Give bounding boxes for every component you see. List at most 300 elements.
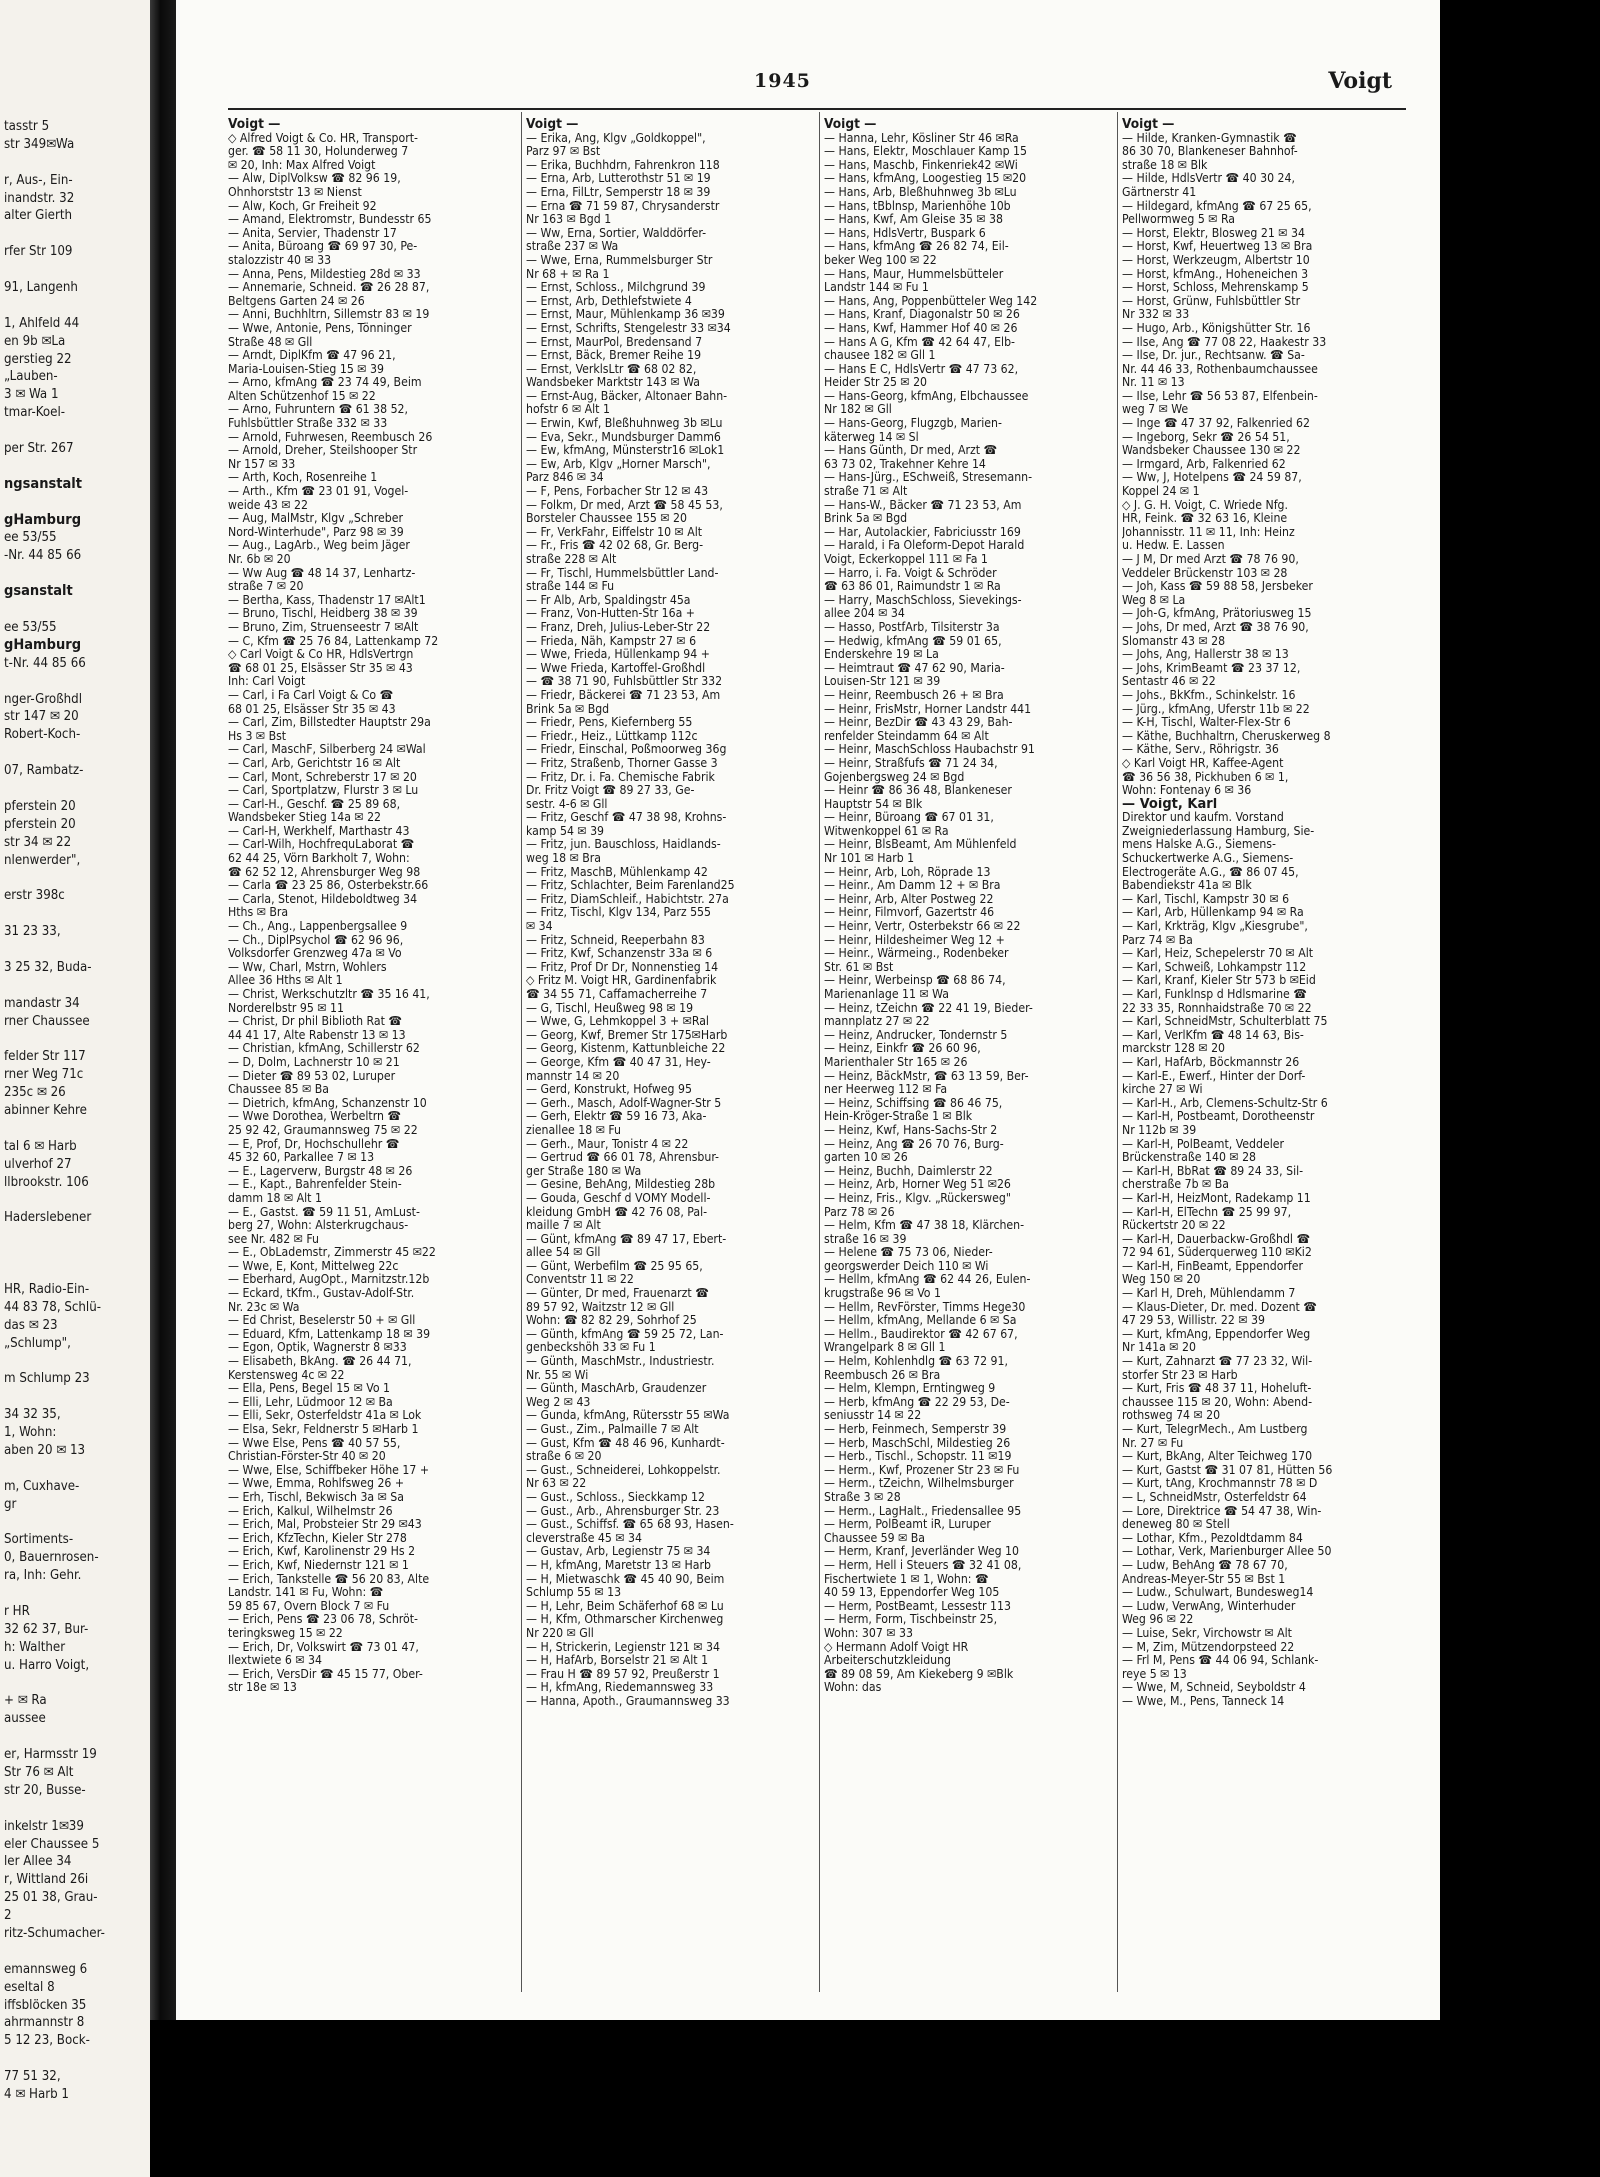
directory-entry-line: — Wwe, Erna, Rummelsburger Str <box>526 253 713 267</box>
directory-entry-line: — Ilse, Ang ☎ 77 08 22, Haakestr 33 <box>1122 335 1327 349</box>
directory-entry-line: — Heinr, Filmvorf, Gazertstr 46 <box>824 906 995 920</box>
fragment-line: Haderslebener <box>4 1210 92 1226</box>
directory-entry-line: — Hans, Kranf, Diagonalstr 50 ✉ 26 <box>824 308 1020 322</box>
directory-entry-line: — Elsa, Sekr, Feldnerstr 5 ✉Harb 1 <box>228 1423 419 1436</box>
directory-entry-line: 47 29 53, Willistr. 22 ✉ 39 <box>1122 1314 1265 1328</box>
directory-entry-line: Veddeler Brückenstr 103 ✉ 28 <box>1122 566 1288 580</box>
directory-entry-line: Parz 97 ✉ Bst <box>526 145 601 159</box>
directory-entry-line: Fischertwiete 1 ✉ 1, Wohn: ☎ <box>824 1572 989 1586</box>
fragment-line: aussee <box>4 1711 46 1727</box>
directory-entry-line: — Carla, Stenot, Hildeboldtweg 34 <box>228 892 418 906</box>
directory-entry-line: — F, Pens, Forbacher Str 12 ✉ 43 <box>526 485 709 499</box>
directory-entry-line: — Herb, kfmAng ☎ 22 29 53, De- <box>824 1395 1010 1409</box>
directory-entry-line: — Heinr., Am Damm 12 + ✉ Bra <box>824 879 1001 893</box>
directory-entry-line: — Johs., BkKfm., Schinkelstr. 16 <box>1122 688 1296 702</box>
directory-entry-line: — Ludw, VerwAng, Winterhuder <box>1122 1599 1296 1613</box>
directory-entry-line: Weg 2 ✉ 43 <box>526 1395 591 1409</box>
directory-entry-line: deneweg 80 ✉ Stell <box>1122 1518 1230 1532</box>
directory-entry-line: Beltgens Garten 24 ✉ 26 <box>228 294 365 308</box>
directory-entry-line: — M, Zim, Mützendorpsteed 22 <box>1122 1640 1295 1654</box>
page-number: 1945 <box>754 70 811 92</box>
directory-entry-line: kirche 27 ✉ Wi <box>1122 1083 1203 1097</box>
directory-entry-line: — Fr., Fris ☎ 42 02 68, Gr. Berg- <box>526 539 704 553</box>
directory-entry-line: Voigt, Eckerkoppel 111 ✉ Fa 1 <box>824 553 988 566</box>
directory-entry-line: — Hans, Maschb, Finkenriek42 ✉Wi <box>824 158 1018 172</box>
directory-entry-line: — Luise, Sekr, Virchowstr ✉ Alt <box>1122 1626 1292 1640</box>
directory-entry-line: — Erich, Pens ☎ 23 06 78, Schröt- <box>228 1613 418 1627</box>
directory-entry-line: — Frl M, Pens ☎ 44 06 94, Schlank- <box>1122 1654 1319 1668</box>
directory-entry-line: — Ilse, Lehr ☎ 56 53 87, Elfenbein- <box>1122 389 1318 403</box>
directory-entry-line: — Hans, Maur, Hummelsbütteler <box>824 267 1004 281</box>
directory-entry-line: — Käthe, Serv., Röhrigstr. 36 <box>1122 743 1279 757</box>
directory-entry-line: — Arnold, Dreher, Steilshooper Str <box>228 444 418 458</box>
directory-entry-line: — H, Lehr, Beim Schäferhof 68 ✉ Lu <box>526 1599 724 1613</box>
directory-entry-line: — Anna, Pens, Mildestieg 28d ✉ 33 <box>228 267 421 281</box>
directory-entry-line: — Günt, kfmAng ☎ 89 47 17, Ebert- <box>526 1232 727 1246</box>
directory-entry-line: storfer Str 23 ✉ Harb <box>1122 1368 1238 1382</box>
fragment-line: llbrookstr. 106 <box>4 1174 89 1190</box>
directory-entry-line: Nr. 44 46 33, Rothenbaumchaussee <box>1122 362 1318 376</box>
directory-entry-line: Straße 3 ✉ 28 <box>824 1490 901 1504</box>
directory-entry-line: — Eckard, tKfm., Gustav-Adolf-Str. <box>228 1287 415 1301</box>
directory-entry-line: — Karl, Tischl, Kampstr 30 ✉ 6 <box>1122 892 1290 906</box>
directory-entry-line: — H, kfmAng, Riedemannsweg 33 <box>526 1681 714 1695</box>
directory-entry-line: 72 94 61, Süderquerweg 110 ✉Ki2 <box>1122 1246 1312 1260</box>
directory-entry-line: — Erika, Buchhdrn, Fahrenkron 118 <box>526 158 720 172</box>
directory-entry-line: ner Heerweg 112 ✉ Fa <box>824 1083 948 1097</box>
directory-entry-line: Brückenstraße 140 ✉ 28 <box>1122 1151 1257 1165</box>
directory-entry-line: — Johs, Ang, Hallerstr 38 ✉ 13 <box>1122 648 1289 662</box>
directory-entry-line: Wohn: 307 ✉ 33 <box>824 1626 913 1640</box>
directory-entry-line: kamp 54 ✉ 39 <box>526 824 605 838</box>
column-head: Voigt — <box>526 118 579 132</box>
directory-entry-line: — Hans-Georg, kfmAng, Elbchaussee <box>824 389 1029 403</box>
fragment-line <box>4 744 105 762</box>
fragment-line: abinner Kehre <box>4 1102 87 1118</box>
column-divider <box>819 112 820 1992</box>
fragment-line: pferstein 20 <box>4 816 76 832</box>
directory-entry-line: Norderelbstr 95 ✉ 11 <box>228 1001 344 1015</box>
directory-entry-line: reye 5 ✉ 13 <box>1122 1667 1187 1681</box>
directory-entry-line: u. Hedw. E. Lassen <box>1122 539 1225 553</box>
book-gutter <box>150 0 176 2177</box>
directory-entry-line: — Fritz, Geschf ☎ 47 38 98, Krohns- <box>526 811 727 825</box>
directory-entry-line: — Joh-G, kfmAng, Prätoriusweg 15 <box>1122 607 1312 621</box>
directory-entry-line: Nr. 11 ✉ 13 <box>1122 376 1185 390</box>
fragment-line: nlenwerder", <box>4 852 81 868</box>
directory-entry-line: — Heimtraut ☎ 47 62 90, Maria- <box>824 661 1005 675</box>
fragment-line: t-Nr. 44 85 66 <box>4 655 86 671</box>
directory-entry-line: — Karl-E., Ewerf., Hinter der Dorf- <box>1122 1069 1306 1083</box>
directory-entry-line: straße 228 ✉ Alt <box>526 553 617 566</box>
directory-entry-line: ger. ☎ 58 11 30, Holunderweg 7 <box>228 145 409 159</box>
directory-entry-line: Brink 5a ✉ Bgd <box>526 702 610 716</box>
directory-entry-line: — Gerd, Konstrukt, Hofweg 95 <box>526 1083 692 1097</box>
directory-entry-line: — Ww, J, Hotelpens ☎ 24 59 87, <box>1122 471 1302 485</box>
directory-entry-line: — Wwe Frieda, Kartoffel-Großhdl <box>526 661 706 675</box>
directory-entry-line: — Christian, kfmAng, Schillerstr 62 <box>228 1042 420 1056</box>
directory-entry-line: Koppel 24 ✉ 1 <box>1122 485 1200 499</box>
directory-entry-line: Hein-Kröger-Straße 1 ✉ Blk <box>824 1110 973 1124</box>
directory-entry-line: — Lothar, Kfm., Pezoldtdamm 84 <box>1122 1531 1303 1545</box>
directory-entry-line: — Kurt, Zahnarzt ☎ 77 23 32, Wil- <box>1122 1355 1313 1369</box>
fragment-line: das ✉ 23 <box>4 1317 58 1333</box>
directory-entry-line: Hs 3 ✉ Bst <box>228 729 287 743</box>
directory-entry-line: ✉ 34 <box>526 920 553 934</box>
directory-entry-line: Wandsbeker Marktstr 143 ✉ Wa <box>526 376 700 390</box>
fragment-line <box>4 1728 105 1746</box>
fragment-line: ritz-Schumacher- <box>4 1925 105 1941</box>
directory-entry-line: — E., ObLademstr, Zimmerstr 45 ✉22 <box>228 1246 436 1260</box>
directory-entry-line: — Elli, Sekr, Osterfeldstr 41a ✉ Lok <box>228 1409 422 1423</box>
directory-entry-line: — Hans, kfmAng, Loogestieg 15 ✉20 <box>824 172 1027 186</box>
directory-entry-line: Nr 182 ✉ Gll <box>824 403 892 417</box>
directory-entry-line: see Nr. 482 ✉ Fu <box>228 1232 319 1246</box>
directory-entry-line: — Karl H, Dreh, Mühlendamm 7 <box>1122 1287 1296 1301</box>
directory-entry-line: — Heinr, Hildesheimer Weg 12 + <box>824 933 1005 947</box>
directory-entry-line: — Anita, Servier, Thadenstr 17 <box>228 226 397 240</box>
directory-entry-line: — Ww, Erna, Sortier, Walddörfer- <box>526 226 707 240</box>
directory-entry-line: — Gust, Kfm ☎ 48 46 96, Kunhardt- <box>526 1436 725 1450</box>
directory-entry-line: — Johs, KrimBeamt ☎ 23 37 12, <box>1122 661 1301 675</box>
directory-entry-line: — Anni, Buchhltrn, Sillemstr 83 ✉ 19 <box>228 308 430 322</box>
directory-entry-line: — Karl, Kranf, Kieler Str 573 b ✉Eid <box>1122 974 1316 988</box>
directory-entry-line: — Bruno, Tischl, Heidberg 38 ✉ 39 <box>228 607 418 621</box>
directory-entry-line: — Erich, VersDir ☎ 45 15 77, Ober- <box>228 1667 423 1681</box>
directory-entry-line: — Heinr, Arb, Loh, Röprade 13 <box>824 865 991 879</box>
directory-entry-line: — Heinr ☎ 86 36 48, Blankeneser <box>824 784 1012 798</box>
fragment-line <box>4 422 105 440</box>
directory-entry-line: — Ew, Arb, Klgv „Horner Marsch", <box>526 457 711 471</box>
directory-entry-line: — Egon, Optik, Wagnerstr 8 ✉33 <box>228 1341 407 1355</box>
directory-entry-line: — Ludw, BehAng ☎ 78 67 70, <box>1122 1558 1288 1572</box>
directory-entry-line: — Hans, Arb, Bleßhuhnweg 3b ✉Lu <box>824 185 1017 199</box>
directory-entry-line: Dr. Fritz Voigt ☎ 89 27 33, Ge- <box>526 784 695 798</box>
directory-entry-line: — Erh, Tischl, Bekwisch 3a ✉ Sa <box>228 1490 404 1504</box>
directory-entry-line: — Karl-H, Dauerbackw-Großhdl ☎ <box>1122 1232 1311 1246</box>
directory-entry-line: Nr 112b ✉ 39 <box>1122 1123 1197 1137</box>
directory-entry-line: — Käthe, Buchhaltrn, Cheruskerweg 8 <box>1122 729 1331 743</box>
directory-entry-line: — Carl-Wilh, HochfrequLaborat ☎ <box>228 838 415 852</box>
directory-entry-line: — Hans-Georg, Flugzgb, Marien- <box>824 417 1002 431</box>
directory-entry-line: ☎ 68 01 25, Elsässer Str 35 ✉ 43 <box>228 661 413 675</box>
directory-entry-line: — Helm, Kfm ☎ 47 38 18, Klärchen- <box>824 1219 1025 1233</box>
directory-entry-line: — Erna, Arb, Lutterothstr 51 ✉ 19 <box>526 172 711 186</box>
fragment-line <box>4 869 105 887</box>
directory-entry-line: Hauptstr 54 ✉ Blk <box>824 797 923 811</box>
directory-entry-line: — Wwe, M., Pens, Tanneck 14 <box>1122 1694 1285 1708</box>
directory-entry-line: Brink 5a ✉ Bgd <box>824 512 908 526</box>
directory-entry-line: — Voigt, Karl <box>1122 797 1218 812</box>
directory-entry-line: — Ella, Pens, Begel 15 ✉ Vo 1 <box>228 1382 391 1396</box>
directory-entry-line: Allee 36 Hths ✉ Alt 1 <box>228 974 343 988</box>
directory-entry-line: — Hanna, Lehr, Kösliner Str 46 ✉Ra <box>824 131 1019 145</box>
directory-entry-line: — Harry, MaschSchloss, Sievekings- <box>824 593 1022 607</box>
directory-entry-line: — Aug., LagArb., Weg beim Jäger <box>228 539 410 553</box>
directory-entry-line: Borsteler Chaussee 155 ✉ 20 <box>526 512 687 526</box>
directory-entry-line: Louisen-Str 121 ✉ 39 <box>824 675 941 689</box>
fragment-line: ulverhof 27 <box>4 1156 72 1172</box>
directory-entry-line: 59 85 67, Övern Block 7 ✉ Fu <box>228 1599 390 1613</box>
directory-entry-line: — Frau H ☎ 89 57 92, Preußerstr 1 <box>526 1667 720 1681</box>
directory-entry-line: — Fritz, Dr. i. Fa. Chemische Fabrik <box>526 770 715 784</box>
directory-entry-line: Wandsbeker Stieg 14a ✉ 22 <box>228 811 382 825</box>
directory-entry-line: — Heinz, Schiffsing ☎ 86 46 75, <box>824 1096 1003 1110</box>
fragment-line: h: Walther <box>4 1639 66 1655</box>
directory-entry-line: Nr. 6b ✉ 20 <box>228 553 291 566</box>
fragment-line <box>4 1513 105 1531</box>
directory-entry-line: — Kurt, Fris ☎ 48 37 11, Hoheluft- <box>1122 1382 1312 1396</box>
directory-entry-line: Kerstensweg 4c ✉ 22 <box>228 1368 345 1382</box>
directory-entry-line: — Arno, kfmAng ☎ 23 74 49, Beim <box>228 376 422 390</box>
left-page-fragment <box>0 0 150 2177</box>
directory-entry-line: Hths ✉ Bra <box>228 906 289 920</box>
fragment-line: inkelstr 1✉39 <box>4 1818 84 1834</box>
directory-entry-line: Nr. 27 ✉ Fu <box>1122 1436 1184 1450</box>
fragment-line <box>4 1191 105 1209</box>
directory-entry-line: — Horst, Werkzeugm, Albertstr 10 <box>1122 253 1310 267</box>
directory-entry-line: maille 7 ✉ Alt <box>526 1219 601 1233</box>
directory-entry-line: — Wwe, Else, Schiffbeker Höhe 17 + <box>228 1463 430 1477</box>
fragment-line: gerstieg 22 <box>4 351 72 367</box>
directory-entry-line: allee 204 ✉ 34 <box>824 607 905 621</box>
fragment-line <box>4 780 105 798</box>
directory-entry-line: — Karl-H, ElTechn ☎ 25 99 97, <box>1122 1205 1292 1219</box>
directory-entry-line: — Wwe, Frieda, Hüllenkamp 94 + <box>526 648 710 662</box>
directory-entry-line: — Erna, FilLtr, Semperstr 18 ✉ 39 <box>526 185 711 199</box>
directory-entry-line: — Fr Alb, Arb, Spaldingstr 45a <box>526 593 691 607</box>
fragment-line <box>4 977 105 995</box>
directory-entry-line: — Dieter ☎ 89 53 02, Luruper <box>228 1069 396 1083</box>
directory-entry-line: — Hasso, PostfArb, Tilsiterstr 3a <box>824 620 1000 634</box>
directory-entry-line: ger Straße 180 ✉ Wa <box>526 1164 642 1178</box>
fragment-line <box>4 565 105 583</box>
directory-entry-line: — Hellm, kfmAng, Mellande 6 ✉ Sa <box>824 1314 1017 1328</box>
directory-entry-line: — Gerh., Masch, Adolf-Wagner-Str 5 <box>526 1096 722 1110</box>
directory-entry-line: — Christ, Werkschutzltr ☎ 35 16 41, <box>228 988 430 1001</box>
directory-entry-line: weg 7 ✉ We <box>1122 403 1189 417</box>
fragment-line: 1, Ahlfeld 44 <box>4 315 80 331</box>
directory-entry-line: Gärtnerstr 41 <box>1122 185 1197 199</box>
fragment-line: r, Wittland 26i <box>4 1872 89 1888</box>
fragment-line: per Str. 267 <box>4 441 74 457</box>
directory-entry-line: renfelder Steindamm 64 ✉ Alt <box>824 729 989 743</box>
directory-entry-line: — E., Kapt., Bahrenfelder Stein- <box>228 1178 402 1192</box>
fragment-line <box>4 154 105 172</box>
directory-entry-line: — Hellm, kfmAng ☎ 62 44 26, Eulen- <box>824 1273 1031 1287</box>
directory-entry-line: 62 44 25, Vörn Barkholt 7, Wohn: <box>228 852 410 866</box>
fragment-line: str 147 ✉ 20 <box>4 709 79 725</box>
directory-entry-line: marckstr 128 ✉ 20 <box>1122 1042 1226 1056</box>
directory-entry-line: sestr. 4-6 ✉ Gll <box>526 797 608 811</box>
directory-entry-line: ☎ 62 52 12, Ahrensburger Weg 98 <box>228 865 421 879</box>
directory-entry-line: — Erich, Tankstelle ☎ 56 20 83, Alte <box>228 1572 430 1586</box>
directory-entry-line: Landstr. 141 ✉ Fu, Wohn: ☎ <box>228 1586 384 1600</box>
directory-entry-line: — Hilde, HdlsVertr ☎ 40 30 24, <box>1122 172 1295 186</box>
fragment-line: ee 53/55 <box>4 619 57 635</box>
directory-entry-line: — Horst, kfmAng., Hoheneichen 3 <box>1122 267 1309 281</box>
directory-entry-line: krugstraße 96 ✉ Vo 1 <box>824 1287 941 1301</box>
directory-entry-line: — Carl, Mont, Schreberstr 17 ✉ 20 <box>228 770 417 784</box>
directory-column-3 <box>824 118 1114 1998</box>
directory-entry-line: — Herm., LagHalt., Friedensallee 95 <box>824 1504 1022 1518</box>
directory-entry-line: 86 30 70, Blankeneser Bahnhof- <box>1122 145 1298 159</box>
directory-entry-line: ☎ 89 08 59, Am Kiekeberg 9 ✉Blk <box>824 1667 1014 1681</box>
directory-entry-line: — Horst, Elektr, Blosweg 21 ✉ 34 <box>1122 226 1305 240</box>
directory-entry-line: — Franz, Dreh, Julius-Leber-Str 22 <box>526 620 711 634</box>
directory-entry-line: — Heinz, Ang ☎ 26 70 76, Burg- <box>824 1137 1004 1151</box>
directory-entry-line: Nr 163 ✉ Bgd 1 <box>526 213 612 227</box>
running-head: Voigt <box>1328 68 1392 94</box>
column-divider <box>521 112 522 1992</box>
fragment-line: 3 25 32, Buda- <box>4 959 92 975</box>
directory-entry-line: Sentastr 46 ✉ 22 <box>1122 675 1216 689</box>
directory-entry-line: Enderskehre 19 ✉ La <box>824 648 939 662</box>
directory-entry-line: — Arth, Koch, Rosenreihe 1 <box>228 471 378 485</box>
directory-entry-line: — Kurt, TelegrMech., Am Lustberg <box>1122 1423 1308 1436</box>
column-head: Voigt — <box>1122 118 1175 132</box>
directory-entry-line: Arbeiterschutzkleidung <box>824 1654 952 1668</box>
directory-entry-line: — Erich, Kwf, Karolinenstr 29 Hs 2 <box>228 1545 416 1559</box>
directory-entry-line: — Erwin, Kwf, Bleßhuhnweg 3b ✉Lu <box>526 417 723 431</box>
directory-entry-line: — Günt, Werbefilm ☎ 25 95 65, <box>526 1259 703 1273</box>
directory-entry-line: — Carl, Arb, Gerichtstr 16 ✉ Alt <box>228 756 401 770</box>
directory-entry-line: — Heinr, BlsBeamt, Am Mühlenfeld <box>824 838 1017 852</box>
directory-entry-line: straße 18 ✉ Blk <box>1122 158 1208 172</box>
directory-entry-line: ◇ Carl Voigt & Co HR, HdlsVertrgn <box>228 648 414 662</box>
fragment-line: str 349✉Wa <box>4 136 75 152</box>
directory-entry-line: HR, Feink. ☎ 32 63 16, Kleine <box>1122 512 1288 526</box>
directory-entry-line: Nr 332 ✉ 33 <box>1122 308 1190 322</box>
directory-entry-line: — Heinz, Buchh, Daimlerstr 22 <box>824 1164 993 1178</box>
directory-entry-line: — Alw, Koch, Gr Freiheit 92 <box>228 199 377 213</box>
directory-entry-line: — Fritz, Kwf, Schanzenstr 33a ✉ 6 <box>526 947 713 961</box>
directory-entry-line: — Karl, SchneidMstr, Schulterblatt 75 <box>1122 1015 1328 1029</box>
fragment-line: 5 12 23, Bock- <box>4 2033 90 2049</box>
directory-entry-line: Str. 61 ✉ Bst <box>824 960 894 974</box>
directory-entry-line: — Ludw., Schulwart, Bundesweg14 <box>1122 1586 1314 1600</box>
directory-entry-line: — Karl, VerlKfm ☎ 48 14 63, Bis- <box>1122 1028 1304 1042</box>
directory-entry-line: damm 18 ✉ Alt 1 <box>228 1191 322 1205</box>
directory-entry-line: — Carl, Zim, Billstedter Hauptstr 29a <box>228 716 431 730</box>
directory-entry-line: Weg 96 ✉ 22 <box>1122 1613 1194 1627</box>
directory-entry-line: — Carla ☎ 23 25 86, Osterbekstr.66 <box>228 879 429 893</box>
directory-entry-line: — J M, Dr med Arzt ☎ 78 76 90, <box>1122 553 1299 566</box>
column-head: Voigt — <box>824 118 877 132</box>
directory-entry-line: Straße 48 ✉ Gll <box>228 335 313 349</box>
page-edge-bottom <box>150 2020 1440 2177</box>
directory-entry-line: — Gesine, BehAng, Mildestieg 28b <box>526 1178 716 1192</box>
directory-entry-line: — Herm, PolBeamt iR, Luruper <box>824 1518 991 1532</box>
directory-entry-line: — Hildegard, kfmAng ☎ 67 25 65, <box>1122 199 1312 213</box>
directory-entry-line: — Karl-H, Postbeamt, Dorotheenstr <box>1122 1110 1315 1124</box>
directory-entry-line: — Fr, Tischl, Hummelsbüttler Land- <box>526 566 719 580</box>
directory-entry-line: — Kurt, kfmAng, Eppendorfer Weg <box>1122 1327 1311 1341</box>
directory-entry-line: Conventstr 11 ✉ 22 <box>526 1273 634 1287</box>
fragment-line: eler Chaussee 5 <box>4 1836 100 1852</box>
directory-entry-line: — Hans-Jürg., ESchweiß, Stresemann- <box>824 471 1033 485</box>
directory-entry-line: — Wwe, G, Lehmkoppel 3 + ✉Ral <box>526 1015 709 1029</box>
fragment-line <box>4 941 105 959</box>
fragment-line: mandastr 34 <box>4 995 80 1011</box>
directory-entry-line: — Hans, tBblnsp, Marienhöhe 10b <box>824 199 1011 213</box>
fragment-line <box>4 601 105 619</box>
directory-entry-line: — Wwe Else, Pens ☎ 40 57 55, <box>228 1436 401 1450</box>
directory-entry-line: — Hans, Elektr, Moschlauer Kamp 15 <box>824 145 1027 159</box>
directory-entry-line: — Hans-W., Bäcker ☎ 71 23 53, Am <box>824 498 1022 512</box>
directory-entry-line: chaussee 115 ✉ 20, Wohn: Abend- <box>1122 1395 1313 1409</box>
directory-entry-line: ✉ 20, Inh: Max Alfred Voigt <box>228 158 376 172</box>
fragment-line: iffsblöcken 35 <box>4 1997 87 2013</box>
directory-entry-line: Ilextwiete 6 ✉ 34 <box>228 1654 322 1668</box>
fragment-line: rner Weg 71c <box>4 1067 84 1083</box>
directory-entry-line: — H, HafArb, Borselstr 21 ✉ Alt 1 <box>526 1654 709 1668</box>
fragment-line: tasstr 5 <box>4 119 50 134</box>
directory-entry-line: — Gust., Schloss., Sieckkamp 12 <box>526 1490 705 1504</box>
directory-entry-line: — Jürg., kfmAng, Uferstr 11b ✉ 22 <box>1122 702 1310 716</box>
fragment-line: m Schlump 23 <box>4 1371 90 1387</box>
directory-entry-line: teringksweg 15 ✉ 22 <box>228 1626 343 1640</box>
directory-entry-line: — Gunda, kfmAng, Rütersstr 55 ✉Wa <box>526 1409 730 1423</box>
directory-entry-line: — E., Lagerverw, Burgstr 48 ✉ 26 <box>228 1164 413 1178</box>
directory-entry-line: — Gerh., Maur, Tonistr 4 ✉ 22 <box>526 1137 689 1151</box>
directory-entry-line: ☎ 34 55 71, Caffamacherreihe 7 <box>526 988 708 1001</box>
directory-entry-line: Andreas-Meyer-Str 55 ✉ Bst 1 <box>1122 1572 1286 1586</box>
fragment-line: r HR <box>4 1603 30 1619</box>
directory-entry-line: Maria-Louisen-Stieg 15 ✉ 39 <box>228 362 384 376</box>
directory-entry-line: — Georg, Kwf, Bremer Str 175✉Harb <box>526 1028 728 1042</box>
fragment-line <box>4 1943 105 1961</box>
directory-entry-line: — Hans, kfmAng ☎ 26 82 74, Eil- <box>824 240 1009 254</box>
directory-entry-line: 68 01 25, Elsässer Str 35 ✉ 43 <box>228 702 396 716</box>
directory-column-2 <box>526 118 816 1998</box>
fragment-line: 4 ✉ Harb 1 <box>4 2086 69 2102</box>
directory-entry-line: — H, Kfm, Othmarscher Kirchenweg <box>526 1613 724 1627</box>
directory-entry-line: Nord-Winterhude", Parz 98 ✉ 39 <box>228 525 404 539</box>
fragment-line: 3 ✉ Wa 1 <box>4 387 59 403</box>
fragment-line: rfer Str 109 <box>4 244 73 260</box>
fragment-line: pferstein 20 <box>4 798 76 814</box>
directory-entry-line: — Elisabeth, BkAng. ☎ 26 44 71, <box>228 1355 412 1369</box>
fragment-line <box>4 458 105 476</box>
fragment-line: 235c ✉ 26 <box>4 1085 66 1101</box>
directory-entry-line: — Erich, Mal, Probsteier Str 29 ✉43 <box>228 1518 422 1532</box>
directory-entry-line: — Ingeborg, Sekr ☎ 26 54 51, <box>1122 430 1290 444</box>
directory-entry-line: — Harald, i Fa Oleform-Depot Harald <box>824 539 1025 553</box>
header-rule <box>228 108 1406 110</box>
fragment-line: u. Harro Voigt, <box>4 1657 90 1673</box>
fragment-line: Str 76 ✉ Alt <box>4 1764 74 1780</box>
directory-entry-line: ◇ J. G. H. Voigt, C. Wriede Nfg. <box>1122 498 1288 512</box>
directory-entry-line: — Heinr, Straßfufs ☎ 71 24 34, <box>824 756 998 770</box>
directory-entry-line: — Ch., DiplPsychol ☎ 62 96 96, <box>228 933 404 947</box>
directory-entry-line: allee 54 ✉ Gll <box>526 1246 601 1260</box>
directory-entry-line: — Herm, Form, Tischbeinstr 25, <box>824 1613 998 1627</box>
directory-entry-line: — Folkm, Dr med, Arzt ☎ 58 45 53, <box>526 498 723 512</box>
directory-entry-line: — Inge ☎ 47 37 92, Falkenried 62 <box>1122 417 1310 431</box>
directory-entry-line: — Karl, Arb, Hüllenkamp 94 ✉ Ra <box>1122 906 1304 920</box>
fragment-line: inandstr. 32 <box>4 190 75 206</box>
directory-entry-line: — Hans Günth, Dr med, Arzt ☎ <box>824 444 998 458</box>
fragment-line <box>4 905 105 923</box>
fragment-line: erstr 398c <box>4 888 65 904</box>
directory-entry-line: stalozzistr 40 ✉ 33 <box>228 253 332 267</box>
directory-entry-line: — Heinz, Einkfr ☎ 26 60 96, <box>824 1042 981 1056</box>
directory-entry-line: — D, Dolm, Lachnerstr 10 ✉ 21 <box>228 1055 400 1069</box>
directory-entry-line: — Fritz, MaschB, Mühlenkamp 42 <box>526 865 708 879</box>
fragment-line: str 20, Busse- <box>4 1782 86 1798</box>
directory-entry-line: Nr 220 ✉ Gll <box>526 1626 594 1640</box>
